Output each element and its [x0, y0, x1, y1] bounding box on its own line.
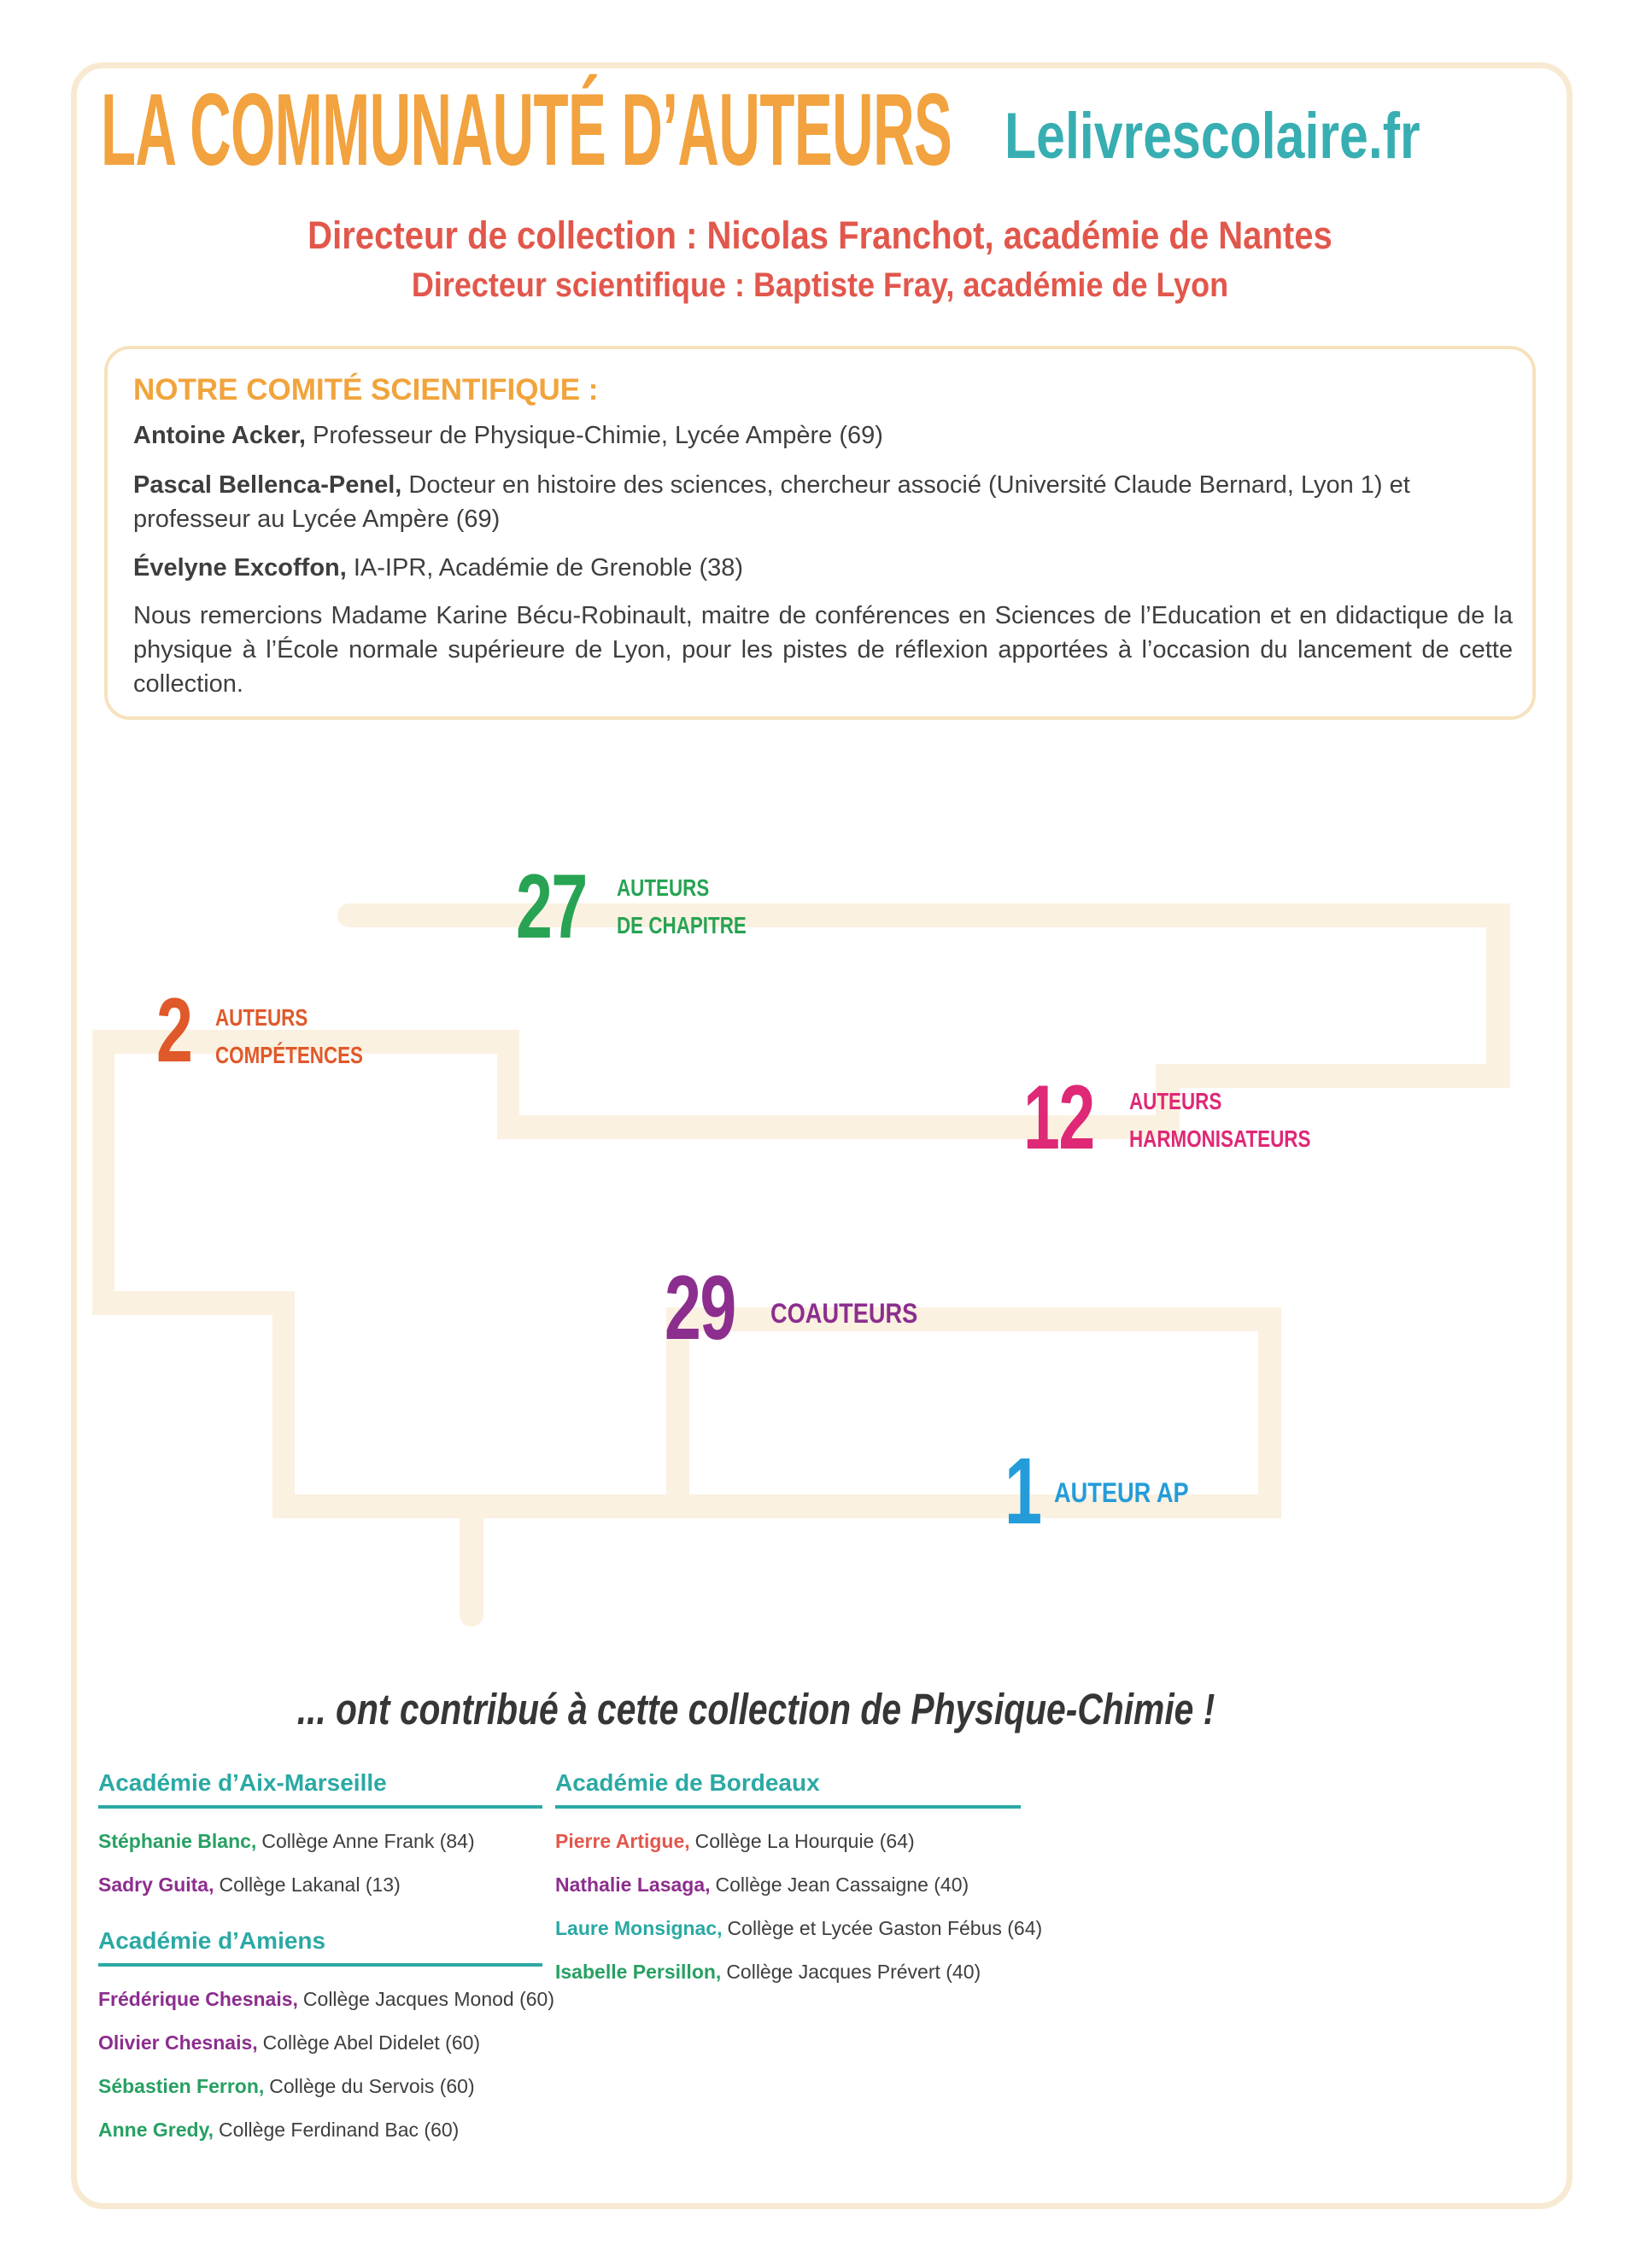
- director-line-collection: Directeur de collection : Nicolas Franchot, académie de Nantes: [308, 213, 1332, 257]
- author-name: Sébastien Ferron,: [98, 2075, 265, 2097]
- academy-section: [555, 1769, 1043, 1984]
- stat-label-line: COMPÉTENCES: [215, 1042, 363, 1068]
- stat-coauthors-value: 29: [665, 1256, 735, 1359]
- stat-label-line: AUTEUR AP: [1054, 1477, 1189, 1508]
- author-row: [98, 1829, 542, 1853]
- author-name: Sadry Guita,: [98, 1873, 214, 1896]
- academy-column-right: [555, 1769, 1043, 2003]
- committee-member-role: Docteur en histoire des sciences, chercheur associé (Université Claude Bernard, Lyon 1) et professeur au Lycée Ampère (69): [133, 471, 1410, 533]
- stat-competence-authors-label: [215, 999, 363, 1074]
- author-row: [98, 2074, 542, 2098]
- committee-member-name: Pascal Bellenca-Penel,: [133, 471, 402, 499]
- academy-section: [98, 1927, 554, 2142]
- committee-member-name: Antoine Acker,: [133, 422, 306, 449]
- committee-note: Nous remercions Madame Karine Bécu-Robinault, maitre de conférences en Sciences de l’Education et en didactique de la physique à l’École normale supérieure de Lyon, pour les pistes de réflexion apportées à l’occasion du lancement de cette collection.: [133, 602, 1513, 698]
- committee-member: [133, 468, 1513, 536]
- committee-member: [133, 551, 1513, 585]
- author-row: [555, 1829, 1021, 1853]
- author-affiliation: Collège Abel Didelet (60): [262, 2031, 481, 2054]
- author-name: Anne Gredy,: [98, 2119, 214, 2141]
- author-name: Stéphanie Blanc,: [98, 1830, 257, 1852]
- stat-chapter-authors-label: [617, 869, 747, 944]
- committee-member: [133, 418, 1513, 453]
- contribution-heading: ... ont contribué à cette collection de Physique-Chimie !: [296, 1685, 1215, 1733]
- page-title: LA COMMUNAUTÉ D’AUTEURS: [101, 73, 952, 187]
- author-affiliation: Collège Jean Cassaigne (40): [715, 1873, 969, 1896]
- academy-section: [98, 1769, 542, 1897]
- author-name: Nathalie Lasaga,: [555, 1873, 711, 1896]
- stat-harmonizer-authors-value: 12: [1023, 1066, 1094, 1168]
- author-affiliation: Collège du Servois (60): [269, 2075, 475, 2097]
- author-row: [98, 2031, 542, 2055]
- academy-heading: Académie d’Amiens: [98, 1927, 542, 1967]
- author-row: [555, 1916, 1043, 1940]
- author-affiliation: Collège Ferdinand Bac (60): [219, 2119, 460, 2141]
- author-row: [555, 1960, 1021, 1984]
- path-segment: [666, 1307, 1281, 1331]
- author-name: Pierre Artigue,: [555, 1830, 690, 1852]
- author-affiliation: Collège Jacques Monod (60): [302, 1988, 554, 2010]
- academy-column-left: [98, 1769, 554, 2161]
- author-affiliation: Collège La Hourquie (64): [694, 1830, 915, 1852]
- committee-heading: NOTRE COMITÉ SCIENTIFIQUE :: [133, 373, 599, 406]
- brand-logo: Lelivrescolaire.fr: [1004, 100, 1420, 172]
- committee-member-role: Professeur de Physique-Chimie, Lycée Ampère (69): [305, 422, 883, 449]
- stat-label-line: AUTEURS: [1129, 1088, 1222, 1114]
- author-name: Laure Monsignac,: [555, 1917, 723, 1939]
- academy-heading: Académie d’Aix-Marseille: [98, 1769, 542, 1809]
- author-name: Olivier Chesnais,: [98, 2031, 258, 2054]
- stat-ap-author-value: 1: [1004, 1439, 1041, 1544]
- stat-competence-authors-value: 2: [156, 979, 192, 1081]
- stat-label-line: COAUTEURS: [770, 1298, 918, 1329]
- stat-chapter-authors-value: 27: [516, 855, 587, 957]
- path-segment: [1258, 1307, 1281, 1494]
- committee-member-role: IA-IPR, Académie de Grenoble (38): [346, 554, 744, 582]
- path-segment: [460, 1518, 483, 1627]
- stat-label-line: HARMONISATEURS: [1129, 1125, 1311, 1152]
- author-affiliation: Collège Anne Frank (84): [261, 1830, 475, 1852]
- author-name: Frédérique Chesnais,: [98, 1988, 298, 2010]
- author-affiliation: Collège Lakanal (13): [219, 1873, 401, 1896]
- stat-ap-author-label: [1054, 1474, 1189, 1511]
- author-affiliation: Collège Jacques Prévert (40): [726, 1961, 981, 1983]
- author-name: Isabelle Persillon,: [555, 1961, 722, 1983]
- path-segment: [92, 1030, 114, 1315]
- stat-coauthors-label: [770, 1295, 917, 1332]
- author-row: [555, 1873, 1021, 1897]
- director-line-scientific: Directeur scientifique : Baptiste Fray, académie de Lyon: [411, 266, 1229, 304]
- author-row: [98, 2118, 542, 2142]
- committee-member-name: Évelyne Excoffon,: [133, 554, 347, 582]
- author-row: [98, 1987, 554, 2011]
- path-segment: [1486, 903, 1510, 1088]
- path-segment: [337, 903, 1510, 927]
- path-segment: [272, 1291, 295, 1518]
- stat-label-line: AUTEURS: [215, 1004, 308, 1031]
- author-row: [98, 1873, 542, 1897]
- path-segment: [92, 1291, 295, 1315]
- author-affiliation: Collège et Lycée Gaston Fébus (64): [727, 1917, 1043, 1939]
- stat-label-line: DE CHAPITRE: [617, 912, 747, 938]
- stat-harmonizer-authors-label: [1129, 1083, 1310, 1158]
- academy-heading: Académie de Bordeaux: [555, 1769, 1021, 1809]
- stat-label-line: AUTEURS: [617, 874, 710, 901]
